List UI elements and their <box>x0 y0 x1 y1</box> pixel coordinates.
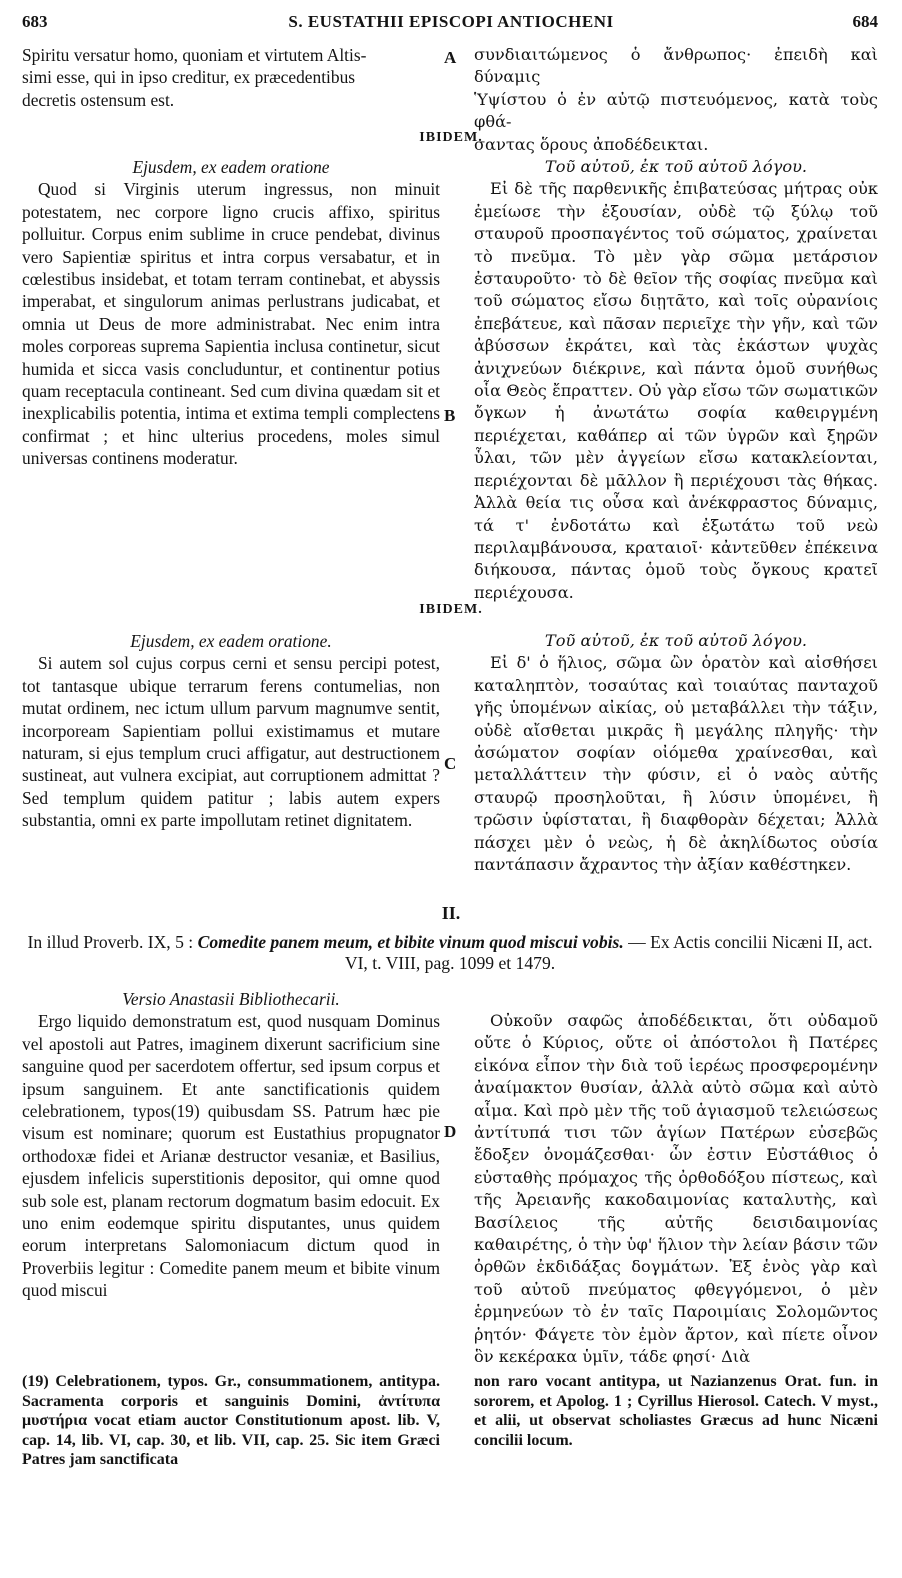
latin-paragraph: Si autem sol cujus corpus cerni et sensu percipi potest, tot tantasque ubique terrarum ferens contumelias, non mutat ordinem, nec ictum ullum parvum magnumve sentit, incorpoream Sapientiam pollui existimamus et mutare naturam, si ejus templum cruci affigatur, aut destructionem sustineat, aut vulnera excipiat, aut corruptionem admittat ? Sed templum quidem patitur ; labis autem expers substantia, omni ex parte impollutam retinet dignitatem. <box>22 653 440 831</box>
section-subtitle: Τοῦ αὐτοῦ, ἐκ τοῦ αὐτοῦ λόγου. <box>544 157 808 176</box>
margin-marker-a: A <box>444 48 457 67</box>
greek-paragraph: Οὐκοῦν σαφῶς ἀποδέδεικται, ὅτι οὐδαμοῦ οὔτε ὁ Κύριος, οὔτε οἱ ἀπόστολοι ἢ Πατέρες εἰκόνα εἶπον τὴν διὰ τοῦ ἱερέως προσφερομένην ἀναίμακτον θυσίαν, ἀλλὰ αὐτὸ σῶμα καὶ αὐτὸ αἷμα. Καὶ πρὸ μὲν τῆς τοῦ ἁγιασμοῦ τελειώσεως ἀντίτυπά τισι τῶν ἁγίων Πατέρων εὐσεβῶς ἔδοξεν ὀνομάζεσθαι· ὧν ἐστιν Εὐστάθιος ὁ εὐσταθὴς πρόμαχος τῆς ὀρθοδόξου πίστεως, καὶ τῆς Ἀρειανῆς κακοδαιμονίας καταλυτὴς, καὶ Βασίλειος τῆς αὐτῆς δεισιδαιμονίας καθαιρέτης, ὁ τὴν ὑφ' ἥλιον τὴν λείαν βάσιν τῶν ὀρθῶν ἐκδιδάξας δογμάτων. Ἐξ ἑνὸς γὰρ καὶ τοῦ αὐτοῦ πνεύματος φθεγγόμενοι, ὁ μὲν ἑρμηνεύων τὸ ἐν ταῖς Παροιμίαις Σολομῶντος ῥητόν· Φάγετε τὸν ἐμὸν ἄρτον, καὶ πίετε οἶνον ὃν κεκέρακα ὑμῖν, τάδε φησί· Διὰ <box>474 1011 878 1367</box>
section-number: II. <box>441 903 461 923</box>
margin-marker-d: D <box>444 1122 457 1141</box>
section-subtitle: Τοῦ αὐτοῦ, ἐκ τοῦ αὐτοῦ λόγου. <box>544 631 808 650</box>
footnote-left: (19) Celebrationem, typos. Gr., consummationem, antitypa. Sacramenta corporis et sanguinis Domini, ἀντίτυπα μυστήρια vocat etiam auctor Constitutionum apost. lib. V, cap. 14, lib. VI, cap. 30, et lib. VII, cap. 25. Sic item Græci Patres jam sanctificata <box>22 1373 440 1468</box>
section-subtitle: Ejusdem, ex eadem oratione. <box>130 631 332 651</box>
latin-column-d <box>22 988 440 1302</box>
greek-column-b <box>474 156 878 604</box>
running-title: S. EUSTATHII EPISCOPI ANTIOCHENI <box>288 12 614 31</box>
latin-line: Spiritu versatur homo, quoniam et virtutem Altis- <box>22 45 367 65</box>
greek-line: συνδιαιτώμενος ὁ ἄνθρωπος· ἐπειδὴ καὶ δύναμις <box>474 45 878 87</box>
latin-paragraph: Ergo liquido demonstratum est, quod nusquam Dominus vel apostoli aut Patres, imaginem dixerunt sacrificium sine sanguine quod per sacerdotem offertur, sed ipsum corpus et ipsum sanguinem. Et ante sanctificationis quidem celebrationem, typos(19) quibusdam SS. Patrum hæc pie visum est nominare; quorum est Eustathius propugnator orthodoxæ fidei et Arianæ destructor vesaniæ, et Basilius, ejusdem infelicis superstitionis depositor, qui omne quod sub sole est, planam rectorum dogmatum basim edocuit. Ex uno enim eodemque spiritu disputantes, unus quidem eorum interpretans Salomoniacum dictum quod in Proverbiis legitur : Comedite panem meum et bibite vinum quod miscui <box>22 1011 440 1301</box>
latin-paragraph: Quod si Virginis uterum ingressus, non minuit potestatem, nec corpore ligno crucis affixo, spiritus polluitur. Corpus enim sublime in cruce pendebat, divinus vero Sapientiæ spiritus et intra corpus versabatur, et in cœlestibus insidebat, et totam terram continebat, et abyssis imperabat, et singulorum animas perlustrans judicabat, et omnia ut Deus de more administrabat. Nec enim intra moles corporeas suprema Sapientia inclusa continetur, sicut humida et sicca vasis concluduntur, et continentur potius quam receptacula contineant. Sed cum divina quædam sit et inexplicabilis potentia, intima et extima templi complectens confirmat ; et hinc ulterius procedens, moles simul universas continens moderatur. <box>22 179 440 469</box>
section-subtitle: Versio Anastasii Bibliothecarii. <box>122 989 340 1009</box>
greek-column-d <box>474 1010 878 1369</box>
section-heading <box>22 932 878 974</box>
latin-line: decretis ostensum est. <box>22 89 175 110</box>
ibidem-label: IBIDEM. <box>419 602 483 617</box>
margin-marker-c: C <box>444 754 457 773</box>
page-number-right: 684 <box>852 12 878 31</box>
footnote-right: non raro vocant antitypa, ut Nazianzenus Orat. fun. in sororem, et Apolog. 1 ; Cyrillus Hierosol. Catech. V myst., et alii, ut observat scholiastes Græcus ad hunc Nicæni concilii locum. <box>474 1373 878 1449</box>
heading-quote: Comedite panem meum, et bibite vinum quod miscui vobis. <box>197 932 624 952</box>
page-number-left: 683 <box>22 12 48 31</box>
latin-column-b <box>22 156 440 470</box>
greek-line: σαντας ὅρους ἀποδέδεικται. <box>474 134 709 154</box>
greek-paragraph: Εἰ δ' ὁ ἥλιος, σῶμα ὢν ὁρατὸν καὶ αἰσθήσει καταληπτὸν, τοσαύτας καὶ τοιαύτας πανταχοῦ γῆς ὑπομένων αἰκίας, οὐ μεταβάλλει τὴν τάξιν, οὐδὲ αἴσθεται μικρᾶς ἢ μεγάλης πληγῆς· τὴν ἀσώματον σοφίαν οἰόμεθα χραίνεσθαι, καὶ μεταλλάττειν τὴν φύσιν, εἰ ὁ ναὸς αὐτῆς σταυρῷ προσηλοῦται, ἢ λύσιν ὑπομένει, ἢ τρῶσιν ὑφίσταται, ἢ διαφθορὰν δέχεται; Ἀλλὰ πάσχει μὲν ὁ νεὼς, ἡ δὲ ἀκηλίδωτος οὐσία παντάπασιν ἄχραντος τὴν ἀξίαν καθέστηκεν. <box>474 653 878 875</box>
heading-suffix: — Ex Actis concilii Nicæni II, act. VI, t. VIII, pag. 1099 et 1479. <box>344 932 873 973</box>
margin-marker-b: B <box>444 406 456 425</box>
latin-line: simi esse, qui in ipso creditur, ex præcedentibus <box>22 67 356 88</box>
greek-column-c <box>474 630 878 876</box>
section-subtitle: Ejusdem, ex eadem oratione <box>132 157 330 177</box>
greek-line: Ὑψίστου ὁ ἐν αὐτῷ πιστευόμενος, κατὰ τοὺς φθά- <box>474 89 878 132</box>
heading-prefix: In illud Proverb. IX, 5 : <box>27 932 198 952</box>
latin-column-a <box>22 44 440 111</box>
greek-paragraph: Εἰ δὲ τῆς παρθενικῆς ἐπιβατεύσας μήτρας οὐκ ἐμείωσε τὴν ἐξουσίαν, οὐδὲ τῷ ξύλῳ τοῦ σταυροῦ προσπαγέντος τοῦ σώματος, χραίνεται τὸ πνεῦμα. Τὸ μὲν γὰρ σῶμα μετάρσιον ἐσταυροῦτο· τὸ δὲ θεῖον τῆς σοφίας πνεῦμα καὶ τοῦ σώματος εἴσω διῃτᾶτο, καὶ τοῖς οὐρανίοις ἐπεβάτευε, καὶ πᾶσαν περιεῖχε τὴν γῆν, καὶ τῶν ἀβύσσων ἐκράτει, καὶ τὰς ἑκάστων ψυχὰς ἀνιχνεύων διέκρινε, καὶ πάντα ὁμοῦ συνήθως οἷα Θεὸς ἔπραττεν. Οὐ γὰρ εἴσω τῶν σωματικῶν ὄγκων ἡ ἀνωτάτω σοφία καθειργμένη περιέχεται, καθάπερ αἱ τῶν ὑγρῶν καὶ ξηρῶν ὗλαι, τῶν μὲν ἀγγείων εἴσω κατακλείονται, περιέχονται δὲ μᾶλλον ἢ περιέχουσι τὰς θήκας. Ἀλλὰ θεία τις οὖσα καὶ ἀνέκφραστος δύναμις, τά τ' ἐνδοτάτω καὶ ἐξωτάτω τοῦ νεὼ περιλαμβάνουσα, κραταιοῖ· κἀντεῦθεν ἐπέκεινα διήκουσα, πάντας ὁμοῦ τοὺς ὄγκους κρατεῖ περιέχουσα. <box>474 179 878 602</box>
latin-column-c <box>22 630 440 832</box>
ibidem-label: IBIDEM. <box>419 130 483 145</box>
